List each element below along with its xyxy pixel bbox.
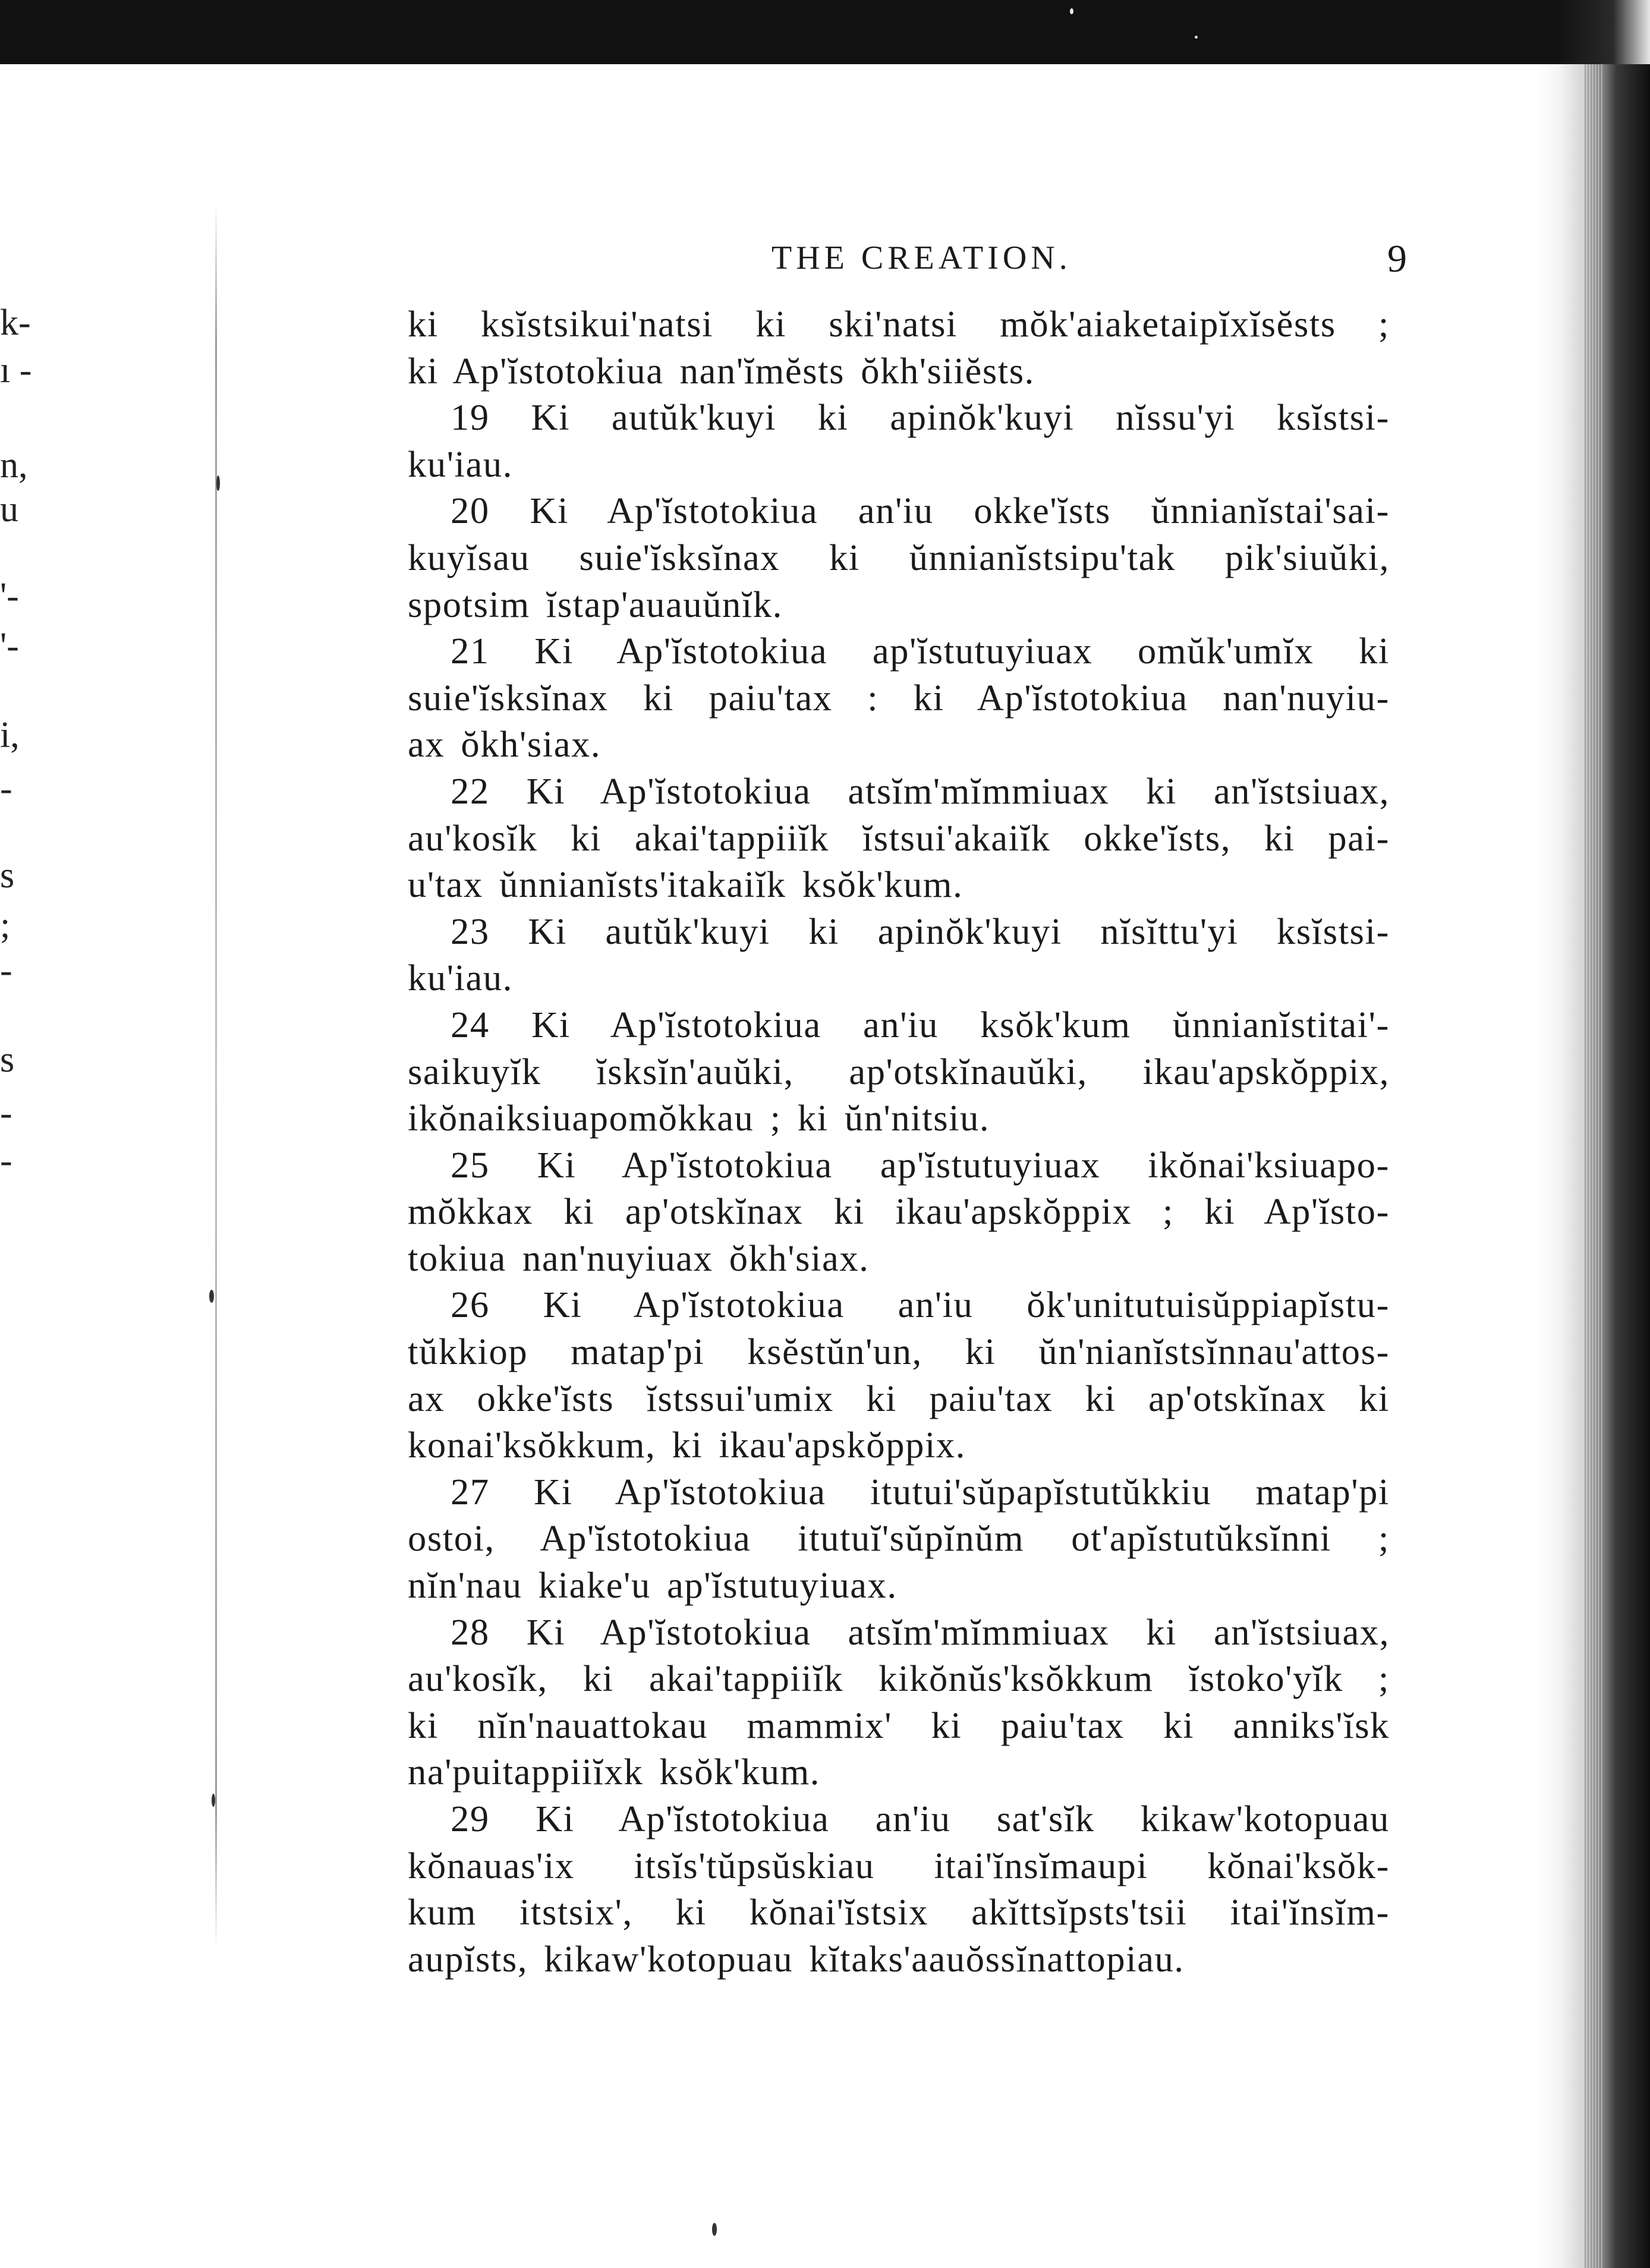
text-line: ikŏnaiksiuapomŏkkau ; ki ŭn'nitsiu. xyxy=(408,1097,990,1139)
text-line: tŭkkiop matap'pi ksĕstŭn'un, ki ŭn'nianĭstsĭnnau'attos- xyxy=(408,1331,1390,1373)
text-line: 23 Ki autŭk'kuyi ki apinŏk'kuyi nĭsĭttu'yi ksĭstsi- xyxy=(451,910,1390,952)
text-line: saikuyĭk ĭsksĭn'auŭki, ap'otskĭnauŭki, ikau'apskŏppix, xyxy=(408,1050,1390,1092)
page-stack-lines xyxy=(1585,64,1602,2268)
text-line: 28 Ki Ap'ĭstotokiua atsĭm'mĭmmiuax ki an'ĭstsiuax, xyxy=(451,1611,1390,1653)
text-line: aupĭsts, kikaw'kotopuau kĭtaks'aauŏssĭnattopiau. xyxy=(408,1938,1185,1980)
text-line: suie'ĭsksĭnax ki paiu'tax : ki Ap'ĭstotokiua nan'nuyiu- xyxy=(408,676,1390,719)
left-fragment: '- xyxy=(0,576,19,616)
text-line: 25 Ki Ap'ĭstotokiua ap'ĭstutuyiuax ikŏnai'ksiuapo- xyxy=(451,1144,1390,1186)
left-fragment: '- xyxy=(0,626,19,666)
left-fragment: - xyxy=(0,1141,12,1181)
text-line: ax ŏkh'siax. xyxy=(408,723,602,766)
text-line: 27 Ki Ap'ĭstotokiua itutui'sŭpapĭstutŭkkiu matap'pi xyxy=(451,1470,1390,1513)
text-line: 26 Ki Ap'ĭstotokiua an'iu ŏk'unitutuisŭppiapĭstu- xyxy=(451,1284,1390,1326)
text-line: 29 Ki Ap'ĭstotokiua an'iu sat'sĭk kikaw'kotopuau xyxy=(451,1798,1390,1839)
text-line: spotsim ĭstap'auauŭnĭk. xyxy=(408,583,783,625)
scan-speck xyxy=(209,1290,214,1303)
left-page-margin-line xyxy=(215,202,217,1949)
text-line: ax okke'ĭsts ĭstssui'umix ki paiu'tax ki ap'otskĭnax ki xyxy=(408,1377,1390,1419)
left-fragment: - xyxy=(0,1093,12,1133)
scan-speck xyxy=(216,475,220,491)
text-line: kuyĭsau suie'ĭsksĭnax ki ŭnnianĭstsipu'tak pik'siuŭki, xyxy=(408,536,1390,578)
left-fragment: ; xyxy=(0,905,11,946)
text-line: konai'ksŏkkum, ki ikau'apskŏppix. xyxy=(408,1424,966,1466)
scan-speck xyxy=(1070,8,1073,14)
body-text xyxy=(408,301,1390,1982)
text-line: 22 Ki Ap'ĭstotokiua atsĭm'mĭmmiuax ki an'ĭstsiuax, xyxy=(451,770,1390,812)
text-line: 24 Ki Ap'ĭstotokiua an'iu ksŏk'kum ŭnnianĭstitai'- xyxy=(451,1003,1390,1045)
left-fragment: - xyxy=(0,768,12,809)
page-binding-edge xyxy=(1537,64,1650,2268)
left-fragment: ı - xyxy=(0,350,32,390)
scan-speck xyxy=(712,2223,717,2236)
text-line: kum itstsix', ki kŏnai'ĭstsix akĭttsĭpsts'tsii itai'ĭnsĭm- xyxy=(408,1891,1390,1933)
left-fragment: i, xyxy=(0,715,20,755)
scan-speck xyxy=(1195,36,1198,39)
text-line: ku'iau. xyxy=(408,443,513,485)
left-fragment: n, xyxy=(0,445,28,486)
text-line: kŏnauas'ix itsĭs'tŭpsŭskiau itai'ĭnsĭmaupi kŏnai'ksŏk- xyxy=(408,1844,1390,1886)
text-line: ki ksĭstsikui'natsi ki ski'natsi mŏk'aiaketaipĭxĭsĕsts ; xyxy=(408,303,1390,345)
text-line: ki nĭn'nauattokau mammix' ki paiu'tax ki anniks'ĭsk xyxy=(408,1704,1390,1746)
left-fragment: - xyxy=(0,950,12,991)
scan-top-strip xyxy=(0,0,1650,64)
page-title: THE CREATION. xyxy=(772,240,1072,276)
text-line: na'puitappiiĭxk ksŏk'kum. xyxy=(408,1751,821,1793)
page-number: 9 xyxy=(1387,237,1407,281)
scan-top-strip-fade xyxy=(1557,0,1650,64)
left-fragment: s xyxy=(0,1040,15,1080)
scan-speck xyxy=(212,1794,215,1807)
text-line: tokiua nan'nuyiuax ŏkh'siax. xyxy=(408,1237,870,1279)
text-line: ostoi, Ap'ĭstotokiua itutuĭ'sŭpĭnŭm ot'apĭstutŭksĭnni ; xyxy=(408,1517,1390,1560)
text-line: u'tax ŭnnianĭsts'itakaiĭk ksŏk'kum. xyxy=(408,864,963,906)
text-line: nĭn'nau kiake'u ap'ĭstutuyiuax. xyxy=(408,1564,898,1606)
left-fragment: k- xyxy=(0,303,31,343)
text-line: 21 Ki Ap'ĭstotokiua ap'ĭstutuyiuax omŭk'umĭx ki xyxy=(451,630,1390,672)
text-line: au'kosĭk, ki akai'tappiiĭk kikŏnŭs'ksŏkkum ĭstoko'yĭk ; xyxy=(408,1658,1390,1700)
text-line: 19 Ki autŭk'kuyi ki apinŏk'kuyi nĭssu'yi ksĭstsi- xyxy=(451,396,1390,439)
text-line: ku'iau. xyxy=(408,957,513,999)
left-fragment: u xyxy=(0,489,18,530)
text-line: 20 Ki Ap'ĭstotokiua an'iu okke'ĭsts ŭnnianĭstai'sai- xyxy=(451,490,1390,532)
text-line: ki Ap'ĭstotokiua nan'ĭmĕsts ŏkh'siiĕsts. xyxy=(408,349,1035,392)
text-line: au'kosĭk ki akai'tappiiĭk ĭstsui'akaiĭk okke'ĭsts, ki pai- xyxy=(408,817,1390,859)
text-line: mŏkkax ki ap'otskĭnax ki ikau'apskŏppix ; ki Ap'ĭsto- xyxy=(408,1190,1390,1233)
left-fragment: s xyxy=(0,855,15,896)
